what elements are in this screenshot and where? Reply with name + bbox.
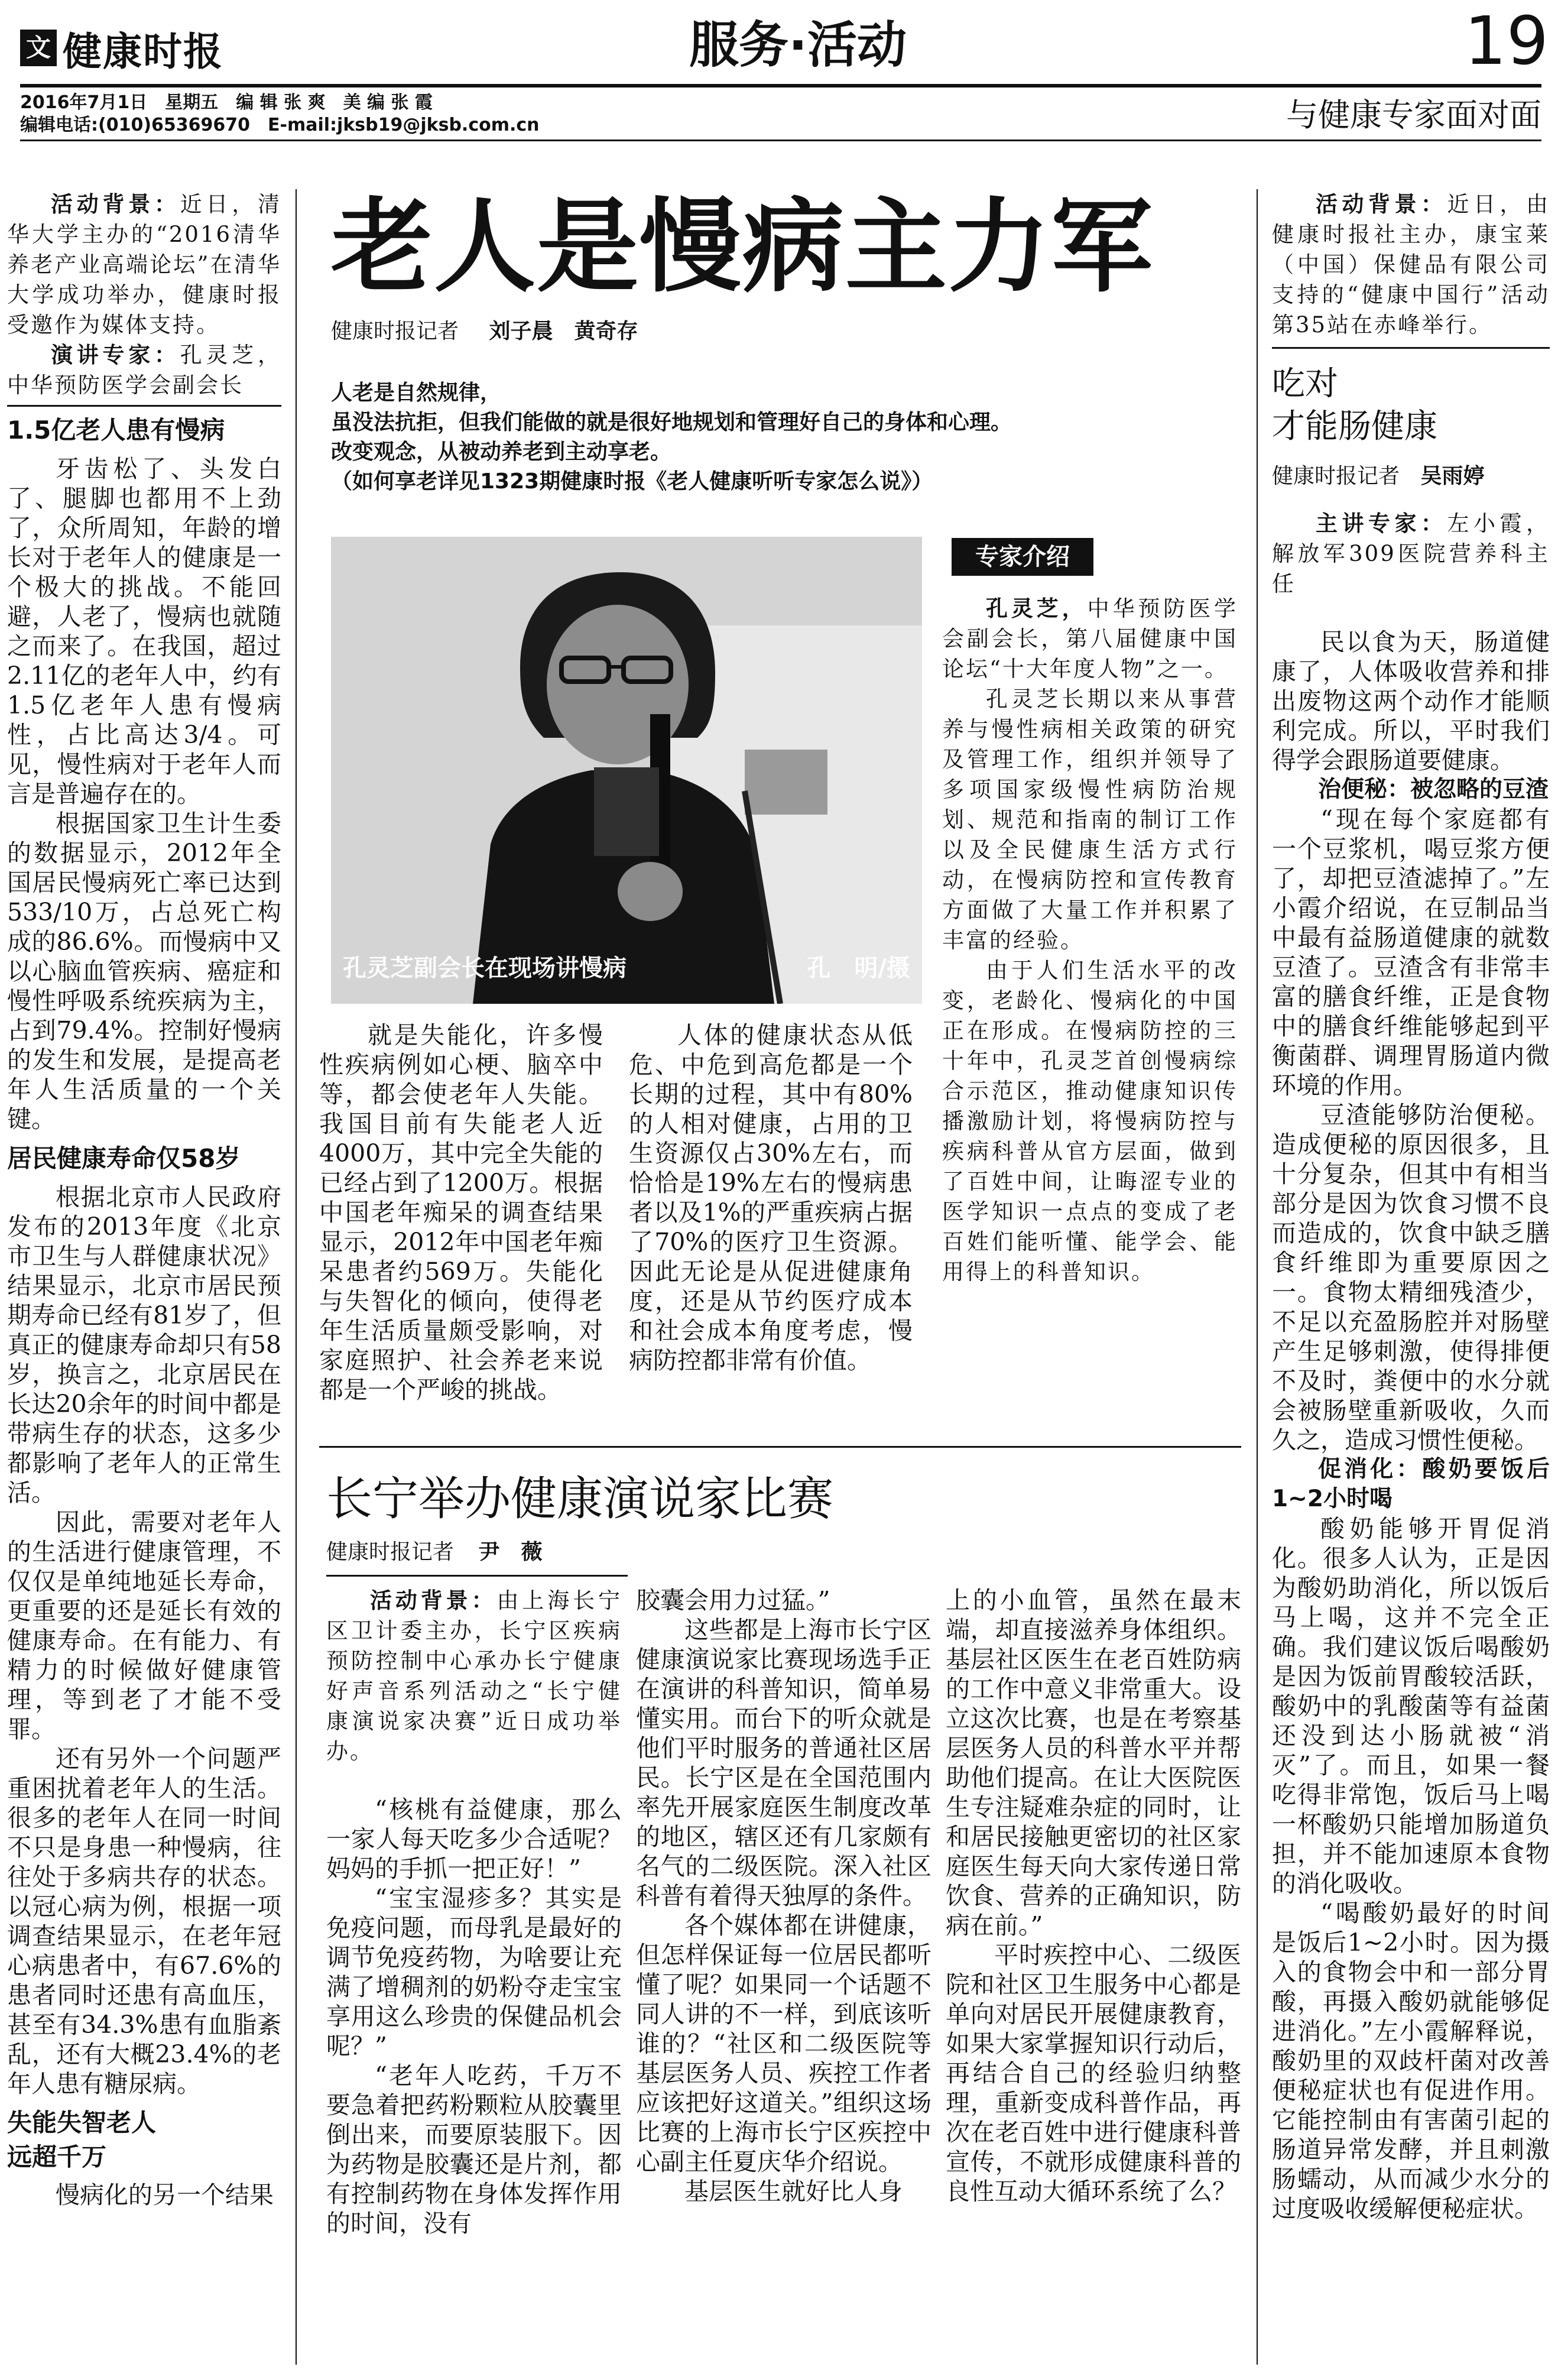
changning-c3-para-0: 上的小血管，虽然在最末端，却直接滋养身体组织。基层社区医生在老百姓防病的工作中意义非常重大。设立这次比赛，也是在考察基层医务人员的科普水平并帮助他们提高。在让大医院医生专注疑难杂症的同时，让和居民接触更密切的社区家庭医生每天向大家传递日常饮食、营养的正确知识，防病在前。”: [946, 1586, 1241, 1940]
right-speaker-label: 主讲专家：: [1316, 510, 1447, 536]
left-heading-3b: 远超千万: [7, 2142, 107, 2171]
left-column: [7, 189, 281, 2371]
right-speaker: [1272, 508, 1550, 599]
right-byline: [1272, 461, 1550, 492]
masthead: [0, 0, 1558, 142]
main-byline: [331, 316, 922, 348]
expert-para-2: 孔灵芝长期以来从事营养与慢性病相关政策的研究及管理工作，组织并领导了多项国家级慢性病防治规划、规范和指南的制订工作以及全民健康生活方式行动，在慢病防控和宣传教育方面做了大量工作并积累了丰富的经验。: [942, 686, 1238, 953]
page-number: 19: [1464, 3, 1549, 80]
right-bg-text: 近日，由健康时报社主办，康宝莱（中国）保健品有限公司支持的“健康中国行”活动第35站在赤峰举行。: [1272, 192, 1550, 338]
photo-caption: 孔灵芝副会长在现场讲慢病: [343, 955, 627, 982]
expert-box-header: 专家介绍: [952, 538, 1093, 576]
left-para-2: 根据国家卫生计生委的数据显示，2012年全国居民慢病死亡率已达到533/10万，占总死亡构成的86.6%。而慢病中又以心脑血管疾病、癌症和慢性呼吸系统疾病为主，占到79.4%。控制好慢病的发生和发展，是提高老年人生活质量的一个关键。: [7, 809, 281, 1133]
left-bg-label: 活动背景：: [51, 191, 180, 217]
changning-c1-para-2: “宝宝湿疹多？其实是免疫问题，而母乳是最好的调节免疫药物，为啥要让充满了增稠剂的奶粉夺走宝宝享用这么珍贵的保健品机会呢？”: [326, 1884, 622, 2060]
left-background: [7, 189, 281, 340]
right-para-3: 豆渣能够防治便秘。造成便秘的原因很多，且十分复杂，但其中有相当部分是因为饮食习惯不良而造成的，饮食中缺乏膳食纤维即为重要原因之一。食物太精细残渣少，不足以充盈肠腔并对肠壁产生足够刺激，使得排便不及时，粪便中的水分就会被肠壁重新吸收，久而久之，造成习惯性便秘。: [1272, 1101, 1550, 1454]
changning-byline: [326, 1537, 858, 1568]
changning-c2-para-1: 这些都是上海市长宁区健康演说家比赛现场选手正在演讲的科普知识，简单易懂实用。而台下的听众就是他们平时服务的普通社区居民。长宁区是在全国范围内率先开展家庭医生制度改革的地区，辖区还有几家颇有名气的二级医院。深入社区科普有着得天独厚的条件。: [636, 1616, 931, 1910]
main-lead-line-1: 人老是自然规律，: [331, 381, 502, 405]
expert-para-1-text: 中华预防医学会副会长，第八届健康中国论坛“十大年度人物”之一。: [942, 596, 1238, 682]
left-para-4: 因此，需要对老年人的生活进行健康管理，不仅仅是单纯地延长寿命，更重要的还是延长有效的健康寿命。在有能力、有精力的时候做好健康管理，等到老了才能不受罪。: [7, 1508, 281, 1743]
main-byline-names: 刘子晨 黄奇存: [489, 319, 638, 343]
main-col-b: 人体的健康状态从低危、中危到高危都是一个长期的过程，其中有80%的人相对健康，占用的卫生资源仅占30%左右，而恰恰是19%左右的慢病患者以及1%的严重疾病占据了70%的医疗卫生资源。因此无论是从促进健康角度，还是从节约医疗成本和社会成本角度考虑，慢病防控都非常有价值。: [629, 1021, 913, 1374]
changning-col-3: [946, 1585, 1241, 2354]
right-subhead-2: 促消化：酸奶要饭后1~2小时喝: [1272, 1456, 1550, 1512]
left-para-6: 慢病化的另一个结果: [56, 2181, 274, 2209]
expert-para-1: [942, 594, 1238, 684]
expert-box: [942, 533, 1238, 1432]
changning-byline-name: 尹 薇: [478, 1540, 543, 1564]
left-heading-1: 1.5亿老人患有慢病: [7, 416, 225, 445]
changning-title: 长宁举办健康演说家比赛: [326, 1473, 834, 1526]
speaker-photo: [331, 537, 922, 1004]
left-bg-text: 近日，清华大学主办的“2016清华养老产业高端论坛”在清华大学成功举办，健康时报受邀作为媒体支持。: [7, 192, 281, 338]
changning-c1-para-3: “老年人吃药，千万不要急着把药粉颗粒从胶囊里倒出来，而要原装服下。因为药物是胶囊还是片剂，都有控制药物在身体发挥作用的时间，没有: [326, 2061, 622, 2238]
mid-section-divider: [319, 1446, 1241, 1448]
changning-col-2: [636, 1585, 931, 2354]
left-column-divider: [296, 189, 297, 2365]
left-para-1: 牙齿松了、头发白了、腿脚也都用不上劲了，众所周知，年龄的增长对于老年人的健康是一个极大的挑战。不能回避，人老了，慢病也就随之而来了。在我国，超过2.11亿的老年人中，约有1.5亿老年人患有慢病性，占比高达3/4。可见，慢性病对于老年人而言是普遍存在的。: [7, 455, 281, 808]
right-para-2: “现在每个家庭都有一个豆浆机，喝豆浆方便了，却把豆渣滤掉了。”左小霞介绍说，在豆制品当中最有益肠道健康的就数豆渣了。豆渣含有非常丰富的膳食纤维，正是食物中的膳食纤维能够起到平衡菌群、调理胃肠道内微环境的作用。: [1272, 805, 1550, 1100]
expert-name: 孔灵芝，: [986, 595, 1088, 621]
changning-c2-para-0: 胶囊会用力过猛。”: [636, 1586, 830, 1614]
changning-c3-para-1: 平时疾控中心、二级医院和社区卫生服务中心都是单向对居民开展健康教育，如果大家掌握知识行动后，再结合自己的经验归纳整理，重新变成科普作品，再次在老百姓中进行健康科普宣传，不就形成健康科普的良性互动大循环系统了么？: [946, 1941, 1241, 2206]
logo-text: 健康时报: [63, 28, 223, 74]
masthead-top-rule: [20, 84, 1541, 87]
main-lead-line-2: 虽没法抗拒，但我们能做的就是很好地规划和管理好自己的身体和心理。: [331, 410, 1012, 435]
right-para-1: 民以食为天，肠道健康了，人体吸收营养和排出废物这两个动作才能顺利完成。所以，平时我们得学会跟肠道要健康。: [1272, 628, 1550, 774]
right-speaker-text: 左小霞，解放军309医院营养科主任: [1272, 511, 1550, 596]
section-title: 服务·活动: [689, 16, 907, 74]
right-column-divider: [1257, 189, 1258, 2365]
right-title-line-2: 才能肠健康: [1272, 407, 1437, 446]
changning-c2-para-3: 基层医生就好比人身: [684, 2177, 903, 2206]
speaker-silhouette: [331, 537, 922, 1004]
changning-bg-label: 活动背景：: [370, 1587, 497, 1613]
left-heading-3a: 失能失智老人: [7, 2108, 157, 2137]
changning-bg-text: 由上海长宁区卫计委主办，长宁区疾病预防控制中心承办长宁健康好声音系列活动之“长宁健康演说家决赛”近日成功举办。: [326, 1588, 622, 1764]
photo-credit: 孔 明/摄: [807, 955, 910, 982]
right-para-4: 酸奶能够开胃促消化。很多人认为，正是因为酸奶助消化，所以饭后马上喝，这并不完全正确。我们建议饭后喝酸奶是因为饭前胃酸较活跃，酸奶中的乳酸菌等有益菌还没到达小肠就被“消灭”了。而且，如果一餐吃得非常饱，饭后马上喝一杯酸奶只能增加肠道负担，并不能加速原本食物的消化吸收。: [1272, 1515, 1550, 1898]
right-bg-label: 活动背景：: [1316, 191, 1447, 217]
changning-col-1: [326, 1585, 622, 2354]
changning-byline-label: 健康时报记者: [326, 1540, 455, 1564]
left-expert: [7, 340, 281, 400]
right-byline-label: 健康时报记者: [1272, 464, 1400, 488]
date-line: 2016年7月1日 星期五 编 辑 张 爽 美 编 张 霞: [20, 92, 433, 113]
changning-c1-para-1: “核桃有益健康，那么一家人每天吃多少合适呢？妈妈的手抓一把正好！”: [326, 1795, 622, 1883]
right-para-5: “喝酸奶最好的时间是饭后1~2小时。因为摄入的食物会中和一部分胃酸，再摄入酸奶就能够促进消化。”左小霞解释说，酸奶里的双歧杆菌对改善便秘症状也有促进作用。它能控制由有害菌引起的肠道异常发酵，并且刺激肠蠕动，从而减少水分的过度吸收缓解便秘症状。: [1272, 1899, 1550, 2223]
right-subhead-1: 治便秘：被忽略的豆渣: [1318, 776, 1549, 803]
main-byline-label: 健康时报记者: [331, 319, 459, 343]
main-lead: [331, 378, 1229, 514]
right-column: [1272, 189, 1550, 2371]
newspaper-logo: [20, 22, 257, 73]
left-expert-label: 演讲专家：: [51, 342, 180, 368]
main-lead-line-4: （如何享老详见1323期健康时报《老人健康听听专家怎么说》）: [331, 469, 933, 494]
column-name: 与健康专家面对面: [1286, 96, 1541, 134]
masthead-bottom-rule: [20, 140, 1541, 141]
main-title: 老人是慢病主力军: [331, 186, 1154, 306]
main-col-a: 就是失能化，许多慢性疾病例如心梗、脑卒中等，都会使老年人失能。我国目前有失能老人近4000万，其中完全失能的已经占到了1200万。根据中国老年痴呆的调查结果显示，2012年中国老年痴呆患者约569万。失能化与失智化的倾向，使得老年生活质量颇受影响，对家庭照护、社会养老来说都是一个严峻的挑战。: [319, 1021, 603, 1404]
right-byline-name: 吴雨婷: [1420, 464, 1485, 488]
changning-background: [326, 1585, 622, 1766]
left-para-3: 根据北京市人民政府发布的2013年度《北京市卫生与人群健康状况》结果显示，北京市居民预期寿命已经有81岁了，但真正的健康寿命却只有58岁，换言之，北京居民在长达20余年的时间中都是带病生存的状态，这多少都影响了老年人的正常生活。: [7, 1183, 281, 1507]
contact-line: 编辑电话:(010)65369670 E-mail:jksb19@jksb.com.cn: [20, 115, 540, 135]
right-background: [1272, 189, 1550, 340]
changning-c2-para-2: 各个媒体都在讲健康，但怎样保证每一位居民都听懂了呢？如果同一个话题不同人讲的不一样，到底该听谁的？“社区和二级医院等基层医务人员、疾控工作者应该把好这道关。”组织这场比赛的上海市长宁区疾控中心副主任夏庆华介绍说。: [636, 1911, 931, 2176]
main-lead-line-3: 改变观念，从被动养老到主动享老。: [331, 440, 672, 464]
logo-mark-icon: 文: [20, 30, 57, 66]
expert-para-3: 由于人们生活水平的改变，老龄化、慢病化的中国正在形成。在慢病防控的三十年中，孔灵芝首创慢病综合示范区，推动健康知识传播激励计划，将慢病防控与疾病科普从官方层面，做到了百姓中间，让晦涩专业的医学知识一点点的变成了老百姓们能听懂、能学会、能用得上的科普知识。: [942, 958, 1238, 1285]
left-para-5: 还有另外一个问题严重困扰着老年人的生活。很多的老年人在同一时间不只是身患一种慢病，往往处于多病共存的状态。以冠心病为例，根据一项调查结果显示，在老年冠心病患者中，有67.6%的患者同时还患有高血压，甚至有34.3%患有血脂紊乱，还有大概23.4%的老年人患有糖尿病。: [7, 1745, 281, 2098]
changning-rule: [326, 1575, 628, 1577]
right-title-line-1: 吃对: [1272, 365, 1338, 403]
left-heading-2: 居民健康寿命仅58岁: [7, 1144, 241, 1173]
left-expert-text: 孔灵芝，中华预防医学会副会长: [7, 342, 281, 398]
